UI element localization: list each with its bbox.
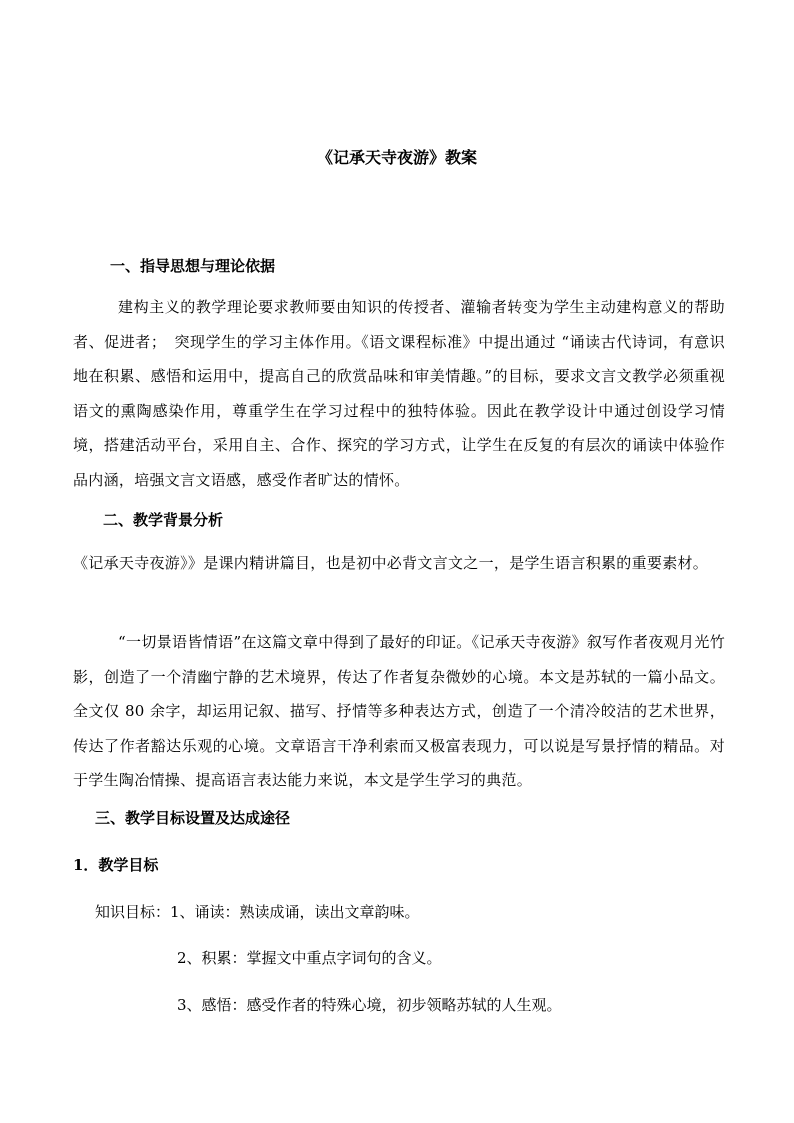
- subheading-teaching-goals: 1．教学目标: [73, 856, 159, 874]
- paragraph-background-1: 《记承天寺夜游》》是课内精讲篇目，也是初中必背文言文之一，是学生语言积累的重要素材。: [73, 554, 709, 572]
- goal-perception: 3、感悟：感受作者的特殊心境，初步领略苏轼的人生观。: [177, 996, 562, 1014]
- section-heading-goals: 三、教学目标设置及达成途径: [95, 809, 291, 827]
- goal-accumulation: 2、积累：掌握文中重点字词句的含义。: [177, 949, 442, 967]
- paragraph-background-2: “一切景语皆情语”在这篇文章中得到了最好的印证。《记承天寺夜游》叙写作者夜观月光竹影，创造了一个清幽宁静的艺术境界，传达了作者复杂微妙的心境。本文是苏轼的一篇小品文。全文仅 80 余字，却运用记叙、描写、抒情等多种表达方式，创造了一个清冷皎洁的艺术世界，传达了作者豁达乐观的心境。文章语言干净利索而又极富表现力，可以说是写景抒情的精品。对于学生陶冶情操、提高语言表达能力来说，本文是学生学习的典范。: [73, 633, 725, 789]
- section-heading-background: 二、教学背景分析: [103, 511, 224, 529]
- paragraph-theory-basis: 建构主义的教学理论要求教师要由知识的传授者、灌输者转变为学生主动建构意义的帮助者、促进者； 突现学生的学习主体作用。《语文课程标准》中提出通过 “诵读古代诗词，有意识地在积累、感悟和运用中，提高自己的欣赏品味和审美情趣。”的目标，要求文言文教学必须重视语文的熏陶感染作用，尊重学生在学习过程中的独特体验。因此在教学设计中通过创设学习情境，搭建活动平台，采用自主、合作、探究的学习方式，让学生在反复的有层次的诵读中体验作品内涵，培强文言文语感，感受作者旷达的情怀。: [73, 298, 725, 489]
- goal-recitation: 知识目标：1、诵读：熟读成诵，读出文章韵味。: [95, 903, 420, 921]
- document-title: 《记承天寺夜游》教案: [316, 148, 477, 167]
- section-heading-guiding-thought: 一、指导思想与理论依据: [110, 257, 276, 275]
